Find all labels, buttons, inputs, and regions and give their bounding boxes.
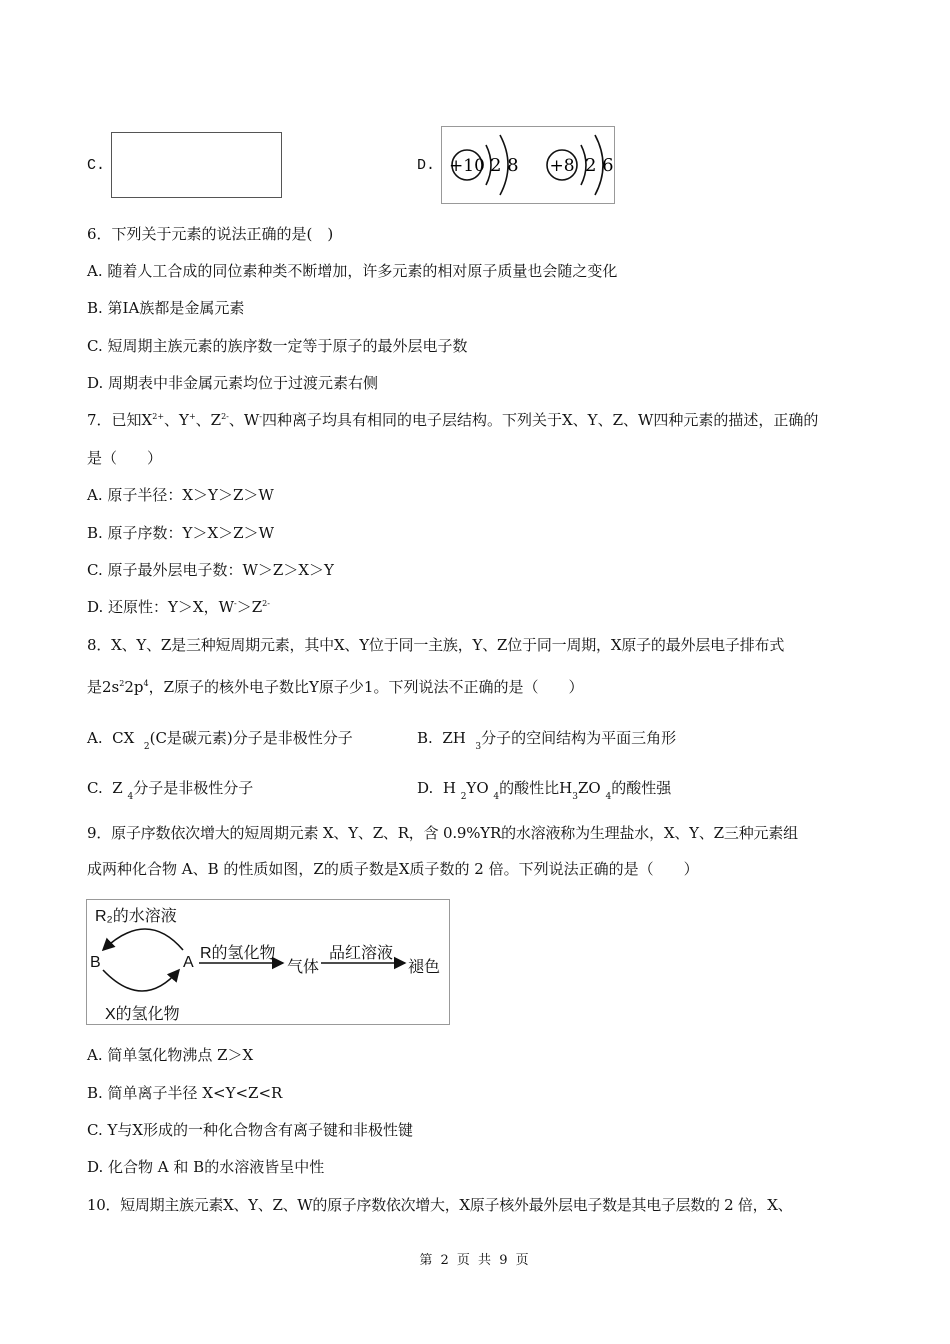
- question-7-option-a: A. 原子半径：X＞Y＞Z＞W: [87, 486, 274, 504]
- arc-arrow-a-to-b: [103, 929, 183, 950]
- ion-charge: +: [188, 412, 196, 421]
- diagram-result: 褪色: [408, 959, 441, 976]
- diagram-bottom-label: X的氢化物: [105, 1006, 180, 1023]
- stem-text: 是2s: [87, 678, 120, 696]
- question-9-option-c: C. Y与X形成的一种化合物含有离子键和非极性键: [87, 1121, 414, 1139]
- chemical-formula: H: [442, 779, 456, 797]
- option-d-label: D.: [417, 157, 436, 174]
- reaction-flow-diagram: [86, 899, 450, 1025]
- stem-text: 、Z: [195, 411, 222, 429]
- formula-subscript: 3: [475, 742, 482, 752]
- diagram-top-label: R₂的水溶液: [95, 908, 177, 925]
- nucleus-charge: +8: [549, 156, 575, 176]
- question-7-option-b: B. 原子序数：Y＞X＞Z＞W: [87, 524, 274, 542]
- question-6-option-b: B. 第ⅠA族都是金属元素: [87, 299, 245, 317]
- question-9-option-a: A. 简单氢化物沸点 Z＞X: [87, 1046, 254, 1064]
- diagram-gas: 气体: [287, 959, 320, 976]
- question-7-option-c: C. 原子最外层电子数：W＞Z＞X＞Y: [87, 561, 334, 579]
- option-text: (C是碳元素)分子是非极性分子: [149, 729, 353, 747]
- option-label: D.: [417, 779, 434, 797]
- option-label: A.: [87, 729, 103, 747]
- question-8-option-d: [417, 778, 671, 801]
- option-text: 的酸性比: [499, 779, 560, 797]
- stem-text: 四种离子均具有相同的电子层结构。下列关于X、Y、Z、W四种元素的描述，正确的: [262, 411, 819, 429]
- ion-charge: -: [234, 599, 237, 608]
- question-7-stem: [87, 410, 818, 433]
- formula-subscript: 2: [460, 792, 467, 802]
- diagram-arrow1-label: R的氢化物: [200, 945, 276, 962]
- question-9-option-d: D. 化合物 A 和 B的水溶液皆呈中性: [87, 1158, 325, 1176]
- atomic-structure-diagram: [441, 126, 615, 204]
- question-9-option-b: B. 简单离子半径 X<Y<Z<R: [87, 1084, 283, 1102]
- chemical-formula: Z: [112, 779, 123, 797]
- question-8-stem-line2: [87, 677, 583, 700]
- electron-count: 4: [143, 679, 149, 688]
- option-c-empty-figure: [111, 132, 282, 198]
- chemical-formula: YO: [466, 779, 489, 797]
- ion-charge: -: [259, 412, 262, 421]
- question-9-stem: 9．原子序数依次增大的短周期元素 X、Y、Z、R，含 0.9%YR的水溶液称为生理盐水，X、Y、Z三种元素组: [87, 824, 798, 842]
- shell-electron-counts: 2 6: [585, 155, 614, 176]
- formula-subscript: 4: [127, 792, 134, 802]
- option-label: C.: [87, 779, 103, 797]
- question-9-stem-line2: 成两种化合物 A、B 的性质如图，Z的质子数是X质子数的 2 倍。下列说法正确的是（ ）: [87, 860, 699, 878]
- chemical-formula: H: [559, 779, 573, 797]
- option-text: D. 还原性：Y＞X，W: [87, 598, 235, 616]
- stem-text: ，Z原子的核外电子数比Y原子少1。下列说法不正确的是（ ）: [148, 678, 584, 696]
- stem-text: 7．已知X: [87, 411, 153, 429]
- option-text: 的酸性强: [611, 779, 672, 797]
- formula-subscript: 4: [493, 792, 500, 802]
- question-8-stem: 8．X、Y、Z是三种短周期元素，其中X、Y位于同一主族，Y、Z位于同一周期，X原子的最外层电子排布式: [87, 636, 785, 654]
- question-8-option-a: [87, 728, 353, 751]
- diagram-node-b: B: [90, 954, 101, 971]
- option-c-label: C.: [87, 157, 106, 174]
- question-6-option-c: C. 短周期主族元素的族序数一定等于原子的最外层电子数: [87, 337, 468, 355]
- option-text: 分子的空间结构为平面三角形: [481, 729, 677, 747]
- question-7-stem-line2: 是（ ）: [87, 449, 163, 467]
- question-7-option-d: [87, 597, 270, 620]
- ion-charge: 2-: [262, 599, 270, 608]
- question-6-option-d: D. 周期表中非金属元素均位于过渡元素右侧: [87, 374, 379, 392]
- formula-subscript: 2: [143, 742, 150, 752]
- electron-count: 2: [119, 679, 125, 688]
- page-number-footer: 第 2 页 共 9 页: [419, 1253, 531, 1268]
- question-10-stem: 10．短周期主族元素X、Y、Z、W的原子序数依次增大，X原子核外最外层电子数是其电子层数的 2 倍，X、: [87, 1196, 793, 1214]
- formula-subscript: 4: [605, 792, 612, 802]
- formula-subscript: 3: [572, 792, 578, 802]
- option-text: ＞Z: [236, 598, 263, 616]
- question-8-option-c: [87, 778, 253, 801]
- stem-text: 2p: [124, 678, 144, 696]
- atomic-structure-svg: [442, 127, 614, 203]
- question-8-option-b: [417, 728, 676, 751]
- arc-arrow-b-to-a: [103, 970, 179, 991]
- diagram-node-a: A: [183, 954, 194, 971]
- ion-charge: 2+: [152, 412, 165, 421]
- stem-text: 、W: [228, 411, 260, 429]
- diagram-arrow2-label: 品红溶液: [329, 945, 394, 962]
- chemical-formula: CX: [112, 729, 135, 747]
- nucleus-charge: +10: [449, 156, 485, 176]
- option-text: 分子是非极性分子: [133, 779, 254, 797]
- question-6-option-a: A. 随着人工合成的同位素种类不断增加，许多元素的相对原子质量也会随之变化: [87, 262, 618, 280]
- stem-text: 、Y: [164, 411, 189, 429]
- chemical-formula: ZH: [442, 729, 466, 747]
- shell-electron-counts: 2 8: [490, 155, 519, 176]
- option-label: B.: [417, 729, 433, 747]
- ion-charge: 2-: [221, 412, 229, 421]
- chemical-formula: ZO: [577, 779, 601, 797]
- question-6-stem: 6．下列关于元素的说法正确的是( ): [87, 225, 334, 243]
